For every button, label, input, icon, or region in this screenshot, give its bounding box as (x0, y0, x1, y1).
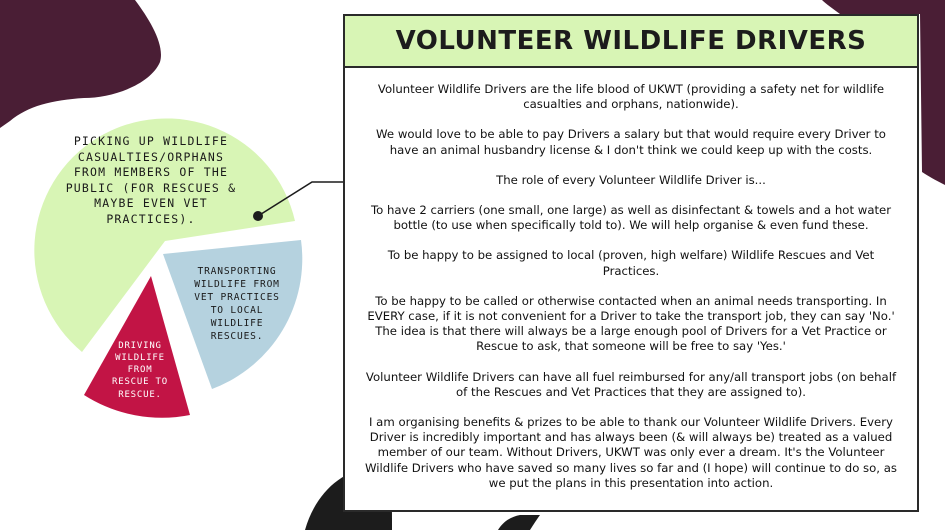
paragraph-contacted: To be happy to be called or otherwise contacted when an animal needs transporting. In EVERY case, if it is not convenient for a Driver to take the transport job, they can say 'No.' The idea is that there will always be a large enough pool of Drivers for a Vet Practice or Rescue to ask, that someone will be free to say 'Yes.' (367, 293, 895, 354)
paragraph-assigned: To be happy to be assigned to local (proven, high welfare) Wildlife Rescues and Vet Practices. (387, 248, 875, 278)
segment-label-transport-vet: TRANSPORTING WILDLIFE FROM VET PRACTICES TO LOCAL WILDLIFE RESCUES. (194, 266, 280, 342)
segment-label-pickup: PICKING UP WILDLIFE CASUALTIES/ORPHANS FROM MEMBERS OF THE PUBLIC (FOR RESCUES & MAYBE EVEN VET PRACTICES). (65, 134, 237, 226)
paragraph-salary: We would love to be able to pay Drivers a salary but that would require every Driver to have an animal husbandry license & I don't think we could keep up with the costs. (376, 127, 886, 157)
paragraph-fuel: Volunteer Wildlife Drivers can have all fuel reimbursed for any/all transport jobs (on behalf of the Rescues and Vet Practices that they are assigned to). (365, 369, 897, 399)
paragraph-benefits: I am organising benefits & prizes to be able to thank our Volunteer Wildlife Drivers. Every Driver is incredibly important and has always been (& will always be) treated as a valued member of our team. Without Drivers, UKWT was only ever a dream. It's the Volunteer Wildlife Drivers who have saved so many lives so far and (I hope) will continue to do so, as we put the plans in this presentation into action. (365, 415, 897, 490)
paragraph-intro: Volunteer Wildlife Drivers are the life blood of UKWT (providing a safety net for wildlife casualties and orphans, nationwide). (377, 82, 885, 112)
connector-dot (253, 211, 263, 221)
dark-blob-bottom-right (498, 515, 540, 530)
panel-body (345, 68, 917, 491)
panel-header (345, 16, 917, 68)
paragraph-role-heading: The role of every Volunteer Wildlife Driver is... (496, 172, 766, 187)
plum-blob-top-left (0, 0, 161, 128)
segment-label-rescue-to-rescue: DRIVING WILDLIFE FROM RESCUE TO RESCUE. (112, 341, 168, 400)
paragraph-carriers: To have 2 carriers (one small, one large) as well as disinfectant & towels and a hot water bottle (to use when specifically told to). We will help organise & even fund these. (370, 203, 892, 233)
info-panel (343, 14, 919, 512)
panel-title: VOLUNTEER WILDLIFE DRIVERS (395, 26, 867, 56)
